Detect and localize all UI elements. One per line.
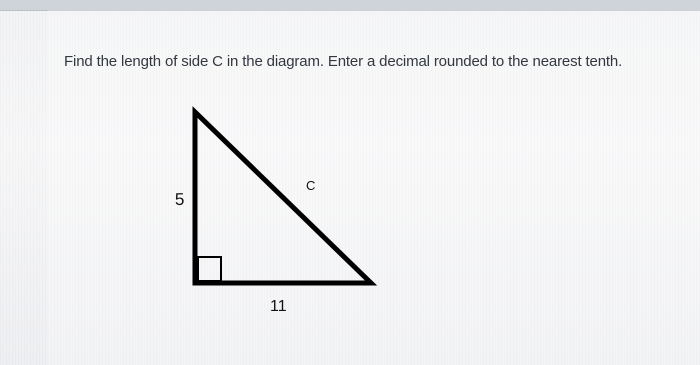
right-angle-marker <box>198 257 221 281</box>
hypotenuse-label: C <box>306 178 316 193</box>
triangle-diagram <box>150 92 400 332</box>
question-text: Find the length of side C in the diagram. Enter a decimal rounded to the nearest tenth. <box>64 53 623 70</box>
vertical-side-label: 5 <box>174 189 185 209</box>
horizontal-side-label: 11 <box>270 298 287 315</box>
triangle-svg <box>150 92 400 332</box>
